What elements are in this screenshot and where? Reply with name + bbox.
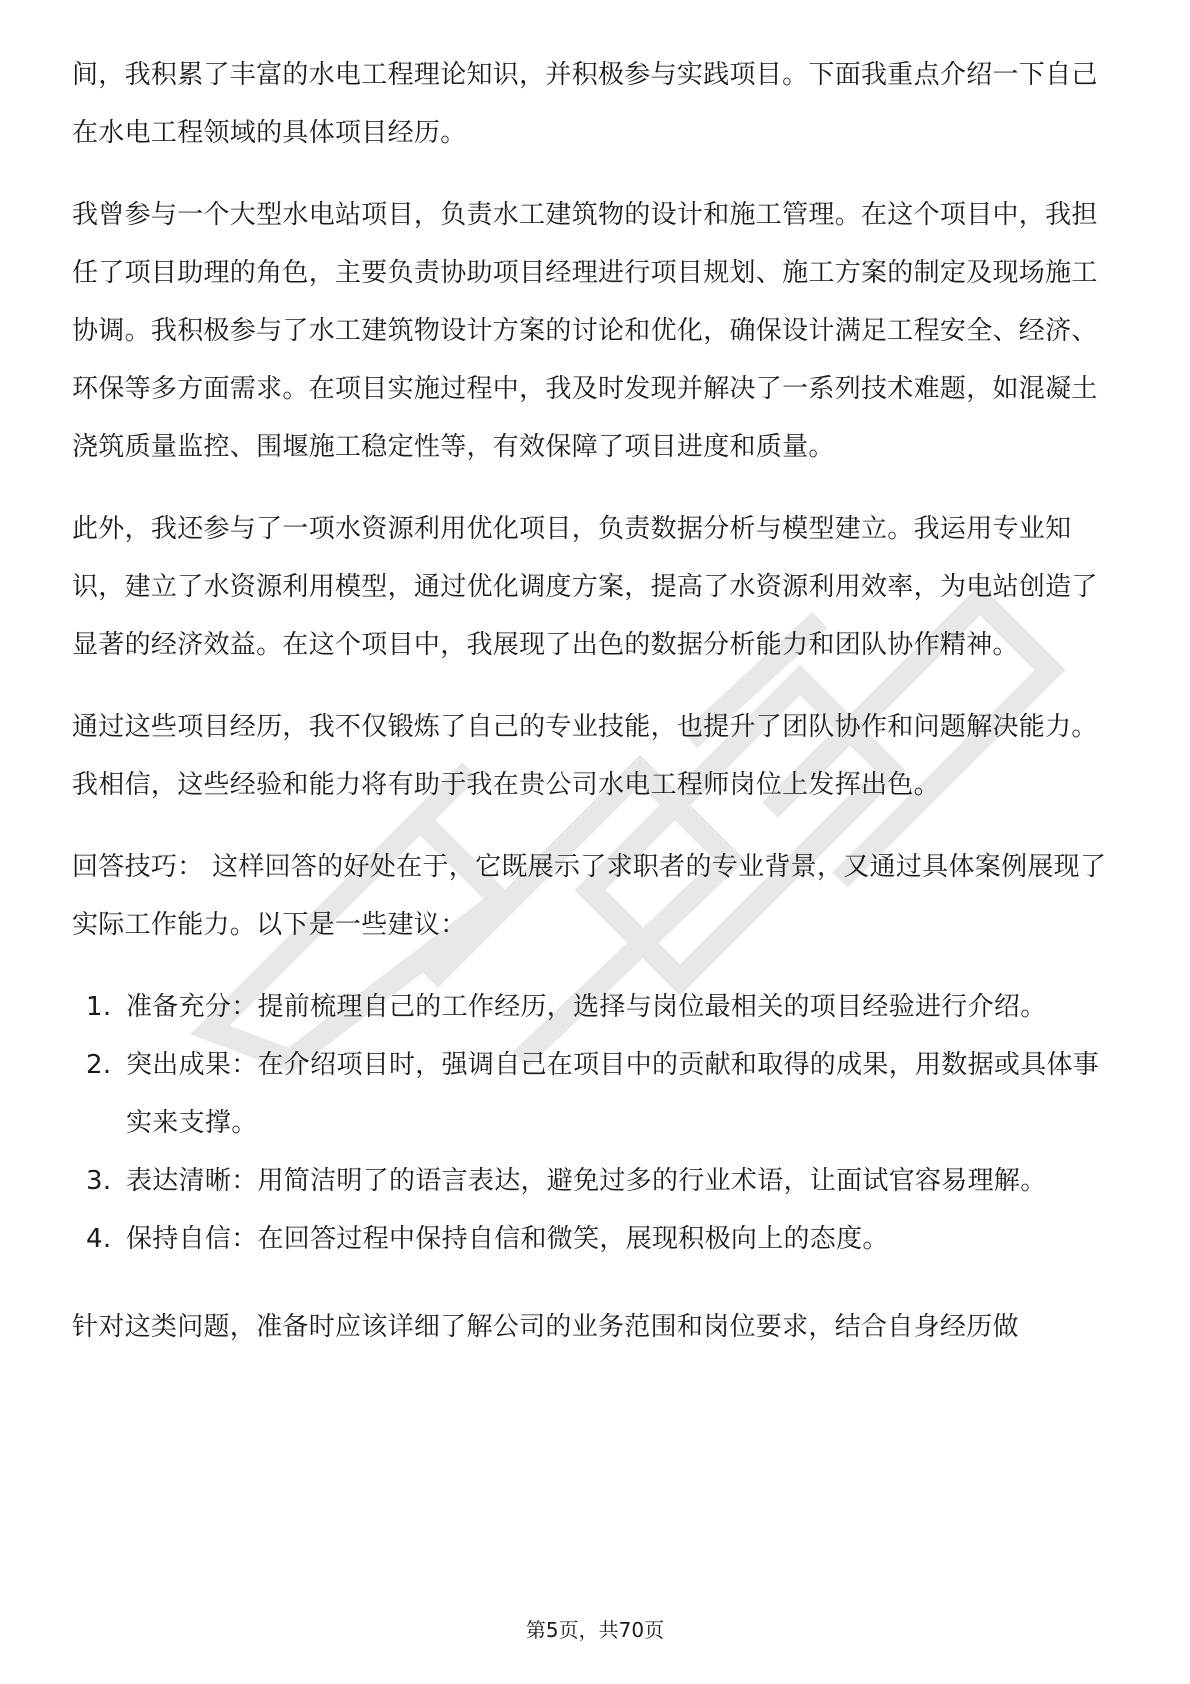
page-number-footer: 第5页，共70页 (525, 1618, 665, 1642)
list-item-number: 4. (86, 1224, 112, 1254)
list-item-text: 突出成果：在介绍项目时，强调自己在项目中的贡献和取得的成果，用数据或具体事实来支撑。 (126, 1050, 1100, 1138)
document-body (72, 46, 1122, 1380)
paragraph-hydropower-project: 我曾参与一个大型水电站项目，负责水工建筑物的设计和施工管理。在这个项目中，我担任了项目助理的角色，主要负责协助项目经理进行项目规划、施工方案的制定及现场施工协调。我积极参与了水工建筑物设计方案的讨论和优化，确保设计满足工程安全、经济、环保等多方面需求。在项目实施过程中，我及时发现并解决了一系列技术难题，如混凝土浇筑质量监控、围堰施工稳定性等，有效保障了项目进度和质量。 (72, 200, 1098, 462)
paragraph-summary: 通过这些项目经历，我不仅锻炼了自己的专业技能，也提升了团队协作和问题解决能力。我相信，这些经验和能力将有助于我在贵公司水电工程师岗位上发挥出色。 (72, 712, 1098, 800)
list-item-number: 3. (86, 1166, 112, 1196)
list-item (72, 1152, 1122, 1210)
list-item-number: 2. (86, 1050, 112, 1080)
tips-list (72, 978, 1122, 1268)
list-item-text: 保持自信：在回答过程中保持自信和微笑，展现积极向上的态度。 (126, 1224, 889, 1254)
paragraph-preparation: 针对这类问题，准备时应该详细了解公司的业务范围和岗位要求，结合自身经历做 (72, 1312, 1019, 1342)
paragraph-intro: 间，我积累了丰富的水电工程理论知识，并积极参与实践项目。下面我重点介绍一下自己在水电工程领域的具体项目经历。 (72, 60, 1098, 148)
paragraph-answer-tips: 回答技巧： 这样回答的好处在于，它既展示了求职者的专业背景，又通过具体案例展现了实际工作能力。以下是一些建议： (72, 852, 1107, 940)
list-item-text: 表达清晰：用简洁明了的语言表达，避免过多的行业术语，让面试官容易理解。 (126, 1166, 1047, 1196)
list-item (72, 1036, 1122, 1152)
list-item-number: 1. (86, 992, 112, 1022)
list-item-text: 准备充分：提前梳理自己的工作经历，选择与岗位最相关的项目经验进行介绍。 (126, 992, 1047, 1022)
list-item (72, 1210, 1122, 1268)
list-item (72, 978, 1122, 1036)
paragraph-water-resource-project: 此外，我还参与了一项水资源利用优化项目，负责数据分析与模型建立。我运用专业知识，建立了水资源利用模型，通过优化调度方案，提高了水资源利用效率，为电站创造了显著的经济效益。在这个项目中，我展现了出色的数据分析能力和团队协作精神。 (72, 514, 1098, 660)
